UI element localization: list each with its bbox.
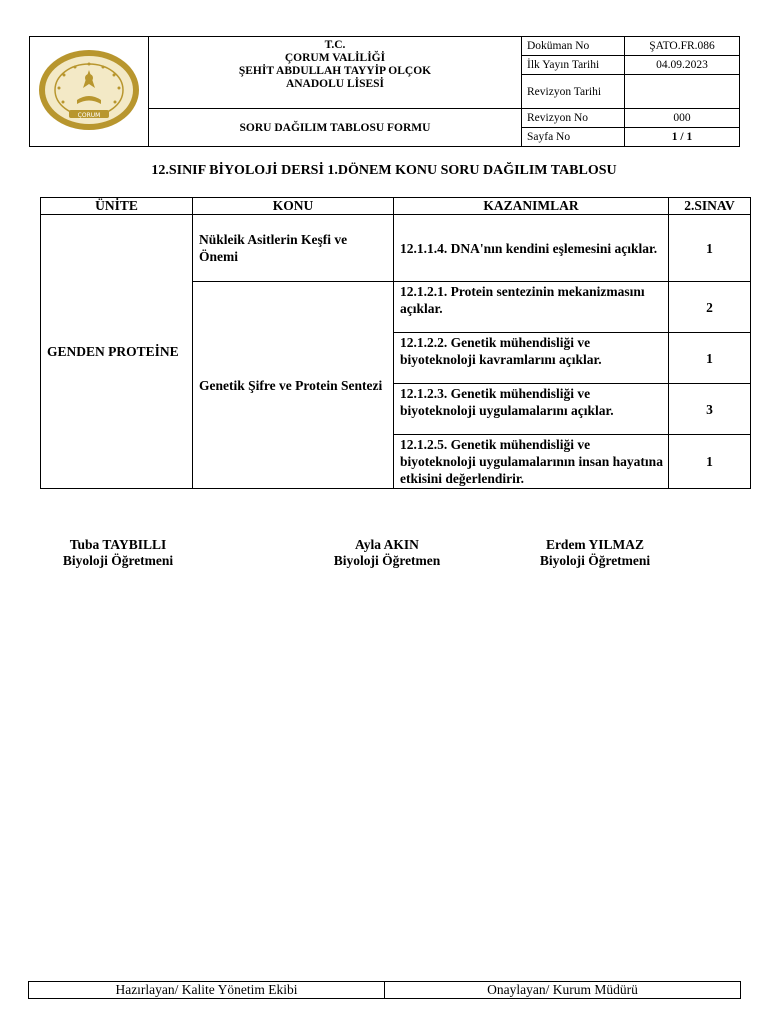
- signer-name: Erdem YILMAZ: [545, 537, 645, 552]
- question-count: 1: [669, 215, 751, 282]
- institution-line: ÇORUM VALİLİĞİ: [284, 52, 386, 64]
- school-logo-cell: [30, 37, 149, 147]
- question-count: 3: [669, 384, 751, 435]
- gain-cell: 12.1.1.4. DNA'nın kendini eşlemesini açıklar.: [394, 215, 669, 282]
- prepared-by: Hazırlayan/ Kalite Yönetim Ekibi: [29, 982, 385, 999]
- meta-value-doc-no: ŞATO.FR.086: [625, 37, 740, 56]
- signature-block: [505, 537, 685, 569]
- question-count: 1: [669, 435, 751, 489]
- column-header-unit: ÜNİTE: [41, 198, 193, 215]
- approved-by: Onaylayan/ Kurum Müdürü: [385, 982, 741, 999]
- svg-text:ÇORUM: ÇORUM: [77, 112, 101, 119]
- institution-line: T.C.: [324, 39, 346, 51]
- gain-cell: 12.1.2.1. Protein sentezinin mekanizmasını açıklar.: [394, 282, 669, 333]
- meta-value-page-no: 1 / 1: [625, 128, 740, 147]
- institution-line: ANADOLU LİSESİ: [285, 78, 385, 90]
- column-header-gains: KAZANIMLAR: [394, 198, 669, 215]
- signature-block: [28, 537, 208, 569]
- document-header: [29, 36, 740, 147]
- meta-value-rev-no: 000: [625, 109, 740, 128]
- meta-value-first-pub: 04.09.2023: [625, 56, 740, 75]
- topic-cell: Genetik Şifre ve Protein Sentezi: [193, 282, 394, 489]
- meta-label-rev-no: Revizyon No: [522, 109, 625, 128]
- institution-line: ŞEHİT ABDULLAH TAYYİP OLÇOK: [238, 65, 432, 77]
- gain-cell: 12.1.2.3. Genetik mühendisliği ve biyoteknoloji uygulamalarını açıklar.: [394, 384, 669, 435]
- meta-label-first-pub: İlk Yayın Tarihi: [522, 56, 625, 75]
- column-header-exam: 2.SINAV: [669, 198, 751, 215]
- signer-title: Biyoloji Öğretmeni: [62, 553, 174, 568]
- document-footer: [28, 981, 741, 999]
- meta-label-doc-no: Doküman No: [522, 37, 625, 56]
- signer-title: Biyoloji Öğretmeni: [539, 553, 651, 568]
- document-title: 12.SINIF BİYOLOJİ DERSİ 1.DÖNEM KONU SORU DAĞILIM TABLOSU: [151, 163, 617, 178]
- meta-label-page-no: Sayfa No: [522, 128, 625, 147]
- signature-block: [297, 537, 477, 569]
- table-row: [41, 215, 751, 282]
- column-header-topic: KONU: [193, 198, 394, 215]
- school-logo-icon: [37, 48, 141, 132]
- question-distribution-table: [40, 197, 751, 489]
- meta-value-rev-date: [625, 75, 740, 109]
- gain-cell: 12.1.2.5. Genetik mühendisliği ve biyoteknoloji uygulamalarının insan hayatına etkisini değerlendirir.: [394, 435, 669, 489]
- signer-title: Biyoloji Öğretmen: [333, 553, 441, 568]
- unit-cell: GENDEN PROTEİNE: [41, 215, 193, 489]
- question-count: 1: [669, 333, 751, 384]
- signer-name: Ayla AKIN: [355, 537, 419, 552]
- meta-label-rev-date: Revizyon Tarihi: [522, 75, 625, 109]
- topic-cell: Nükleik Asitlerin Keşfi ve Önemi: [193, 215, 394, 282]
- form-name: SORU DAĞILIM TABLOSU FORMU: [149, 109, 522, 147]
- gain-cell: 12.1.2.2. Genetik mühendisliği ve biyoteknoloji kavramlarını açıklar.: [394, 333, 669, 384]
- signer-name: Tuba TAYBILLI: [69, 537, 167, 552]
- question-count: 2: [669, 282, 751, 333]
- institution-name: [149, 37, 522, 109]
